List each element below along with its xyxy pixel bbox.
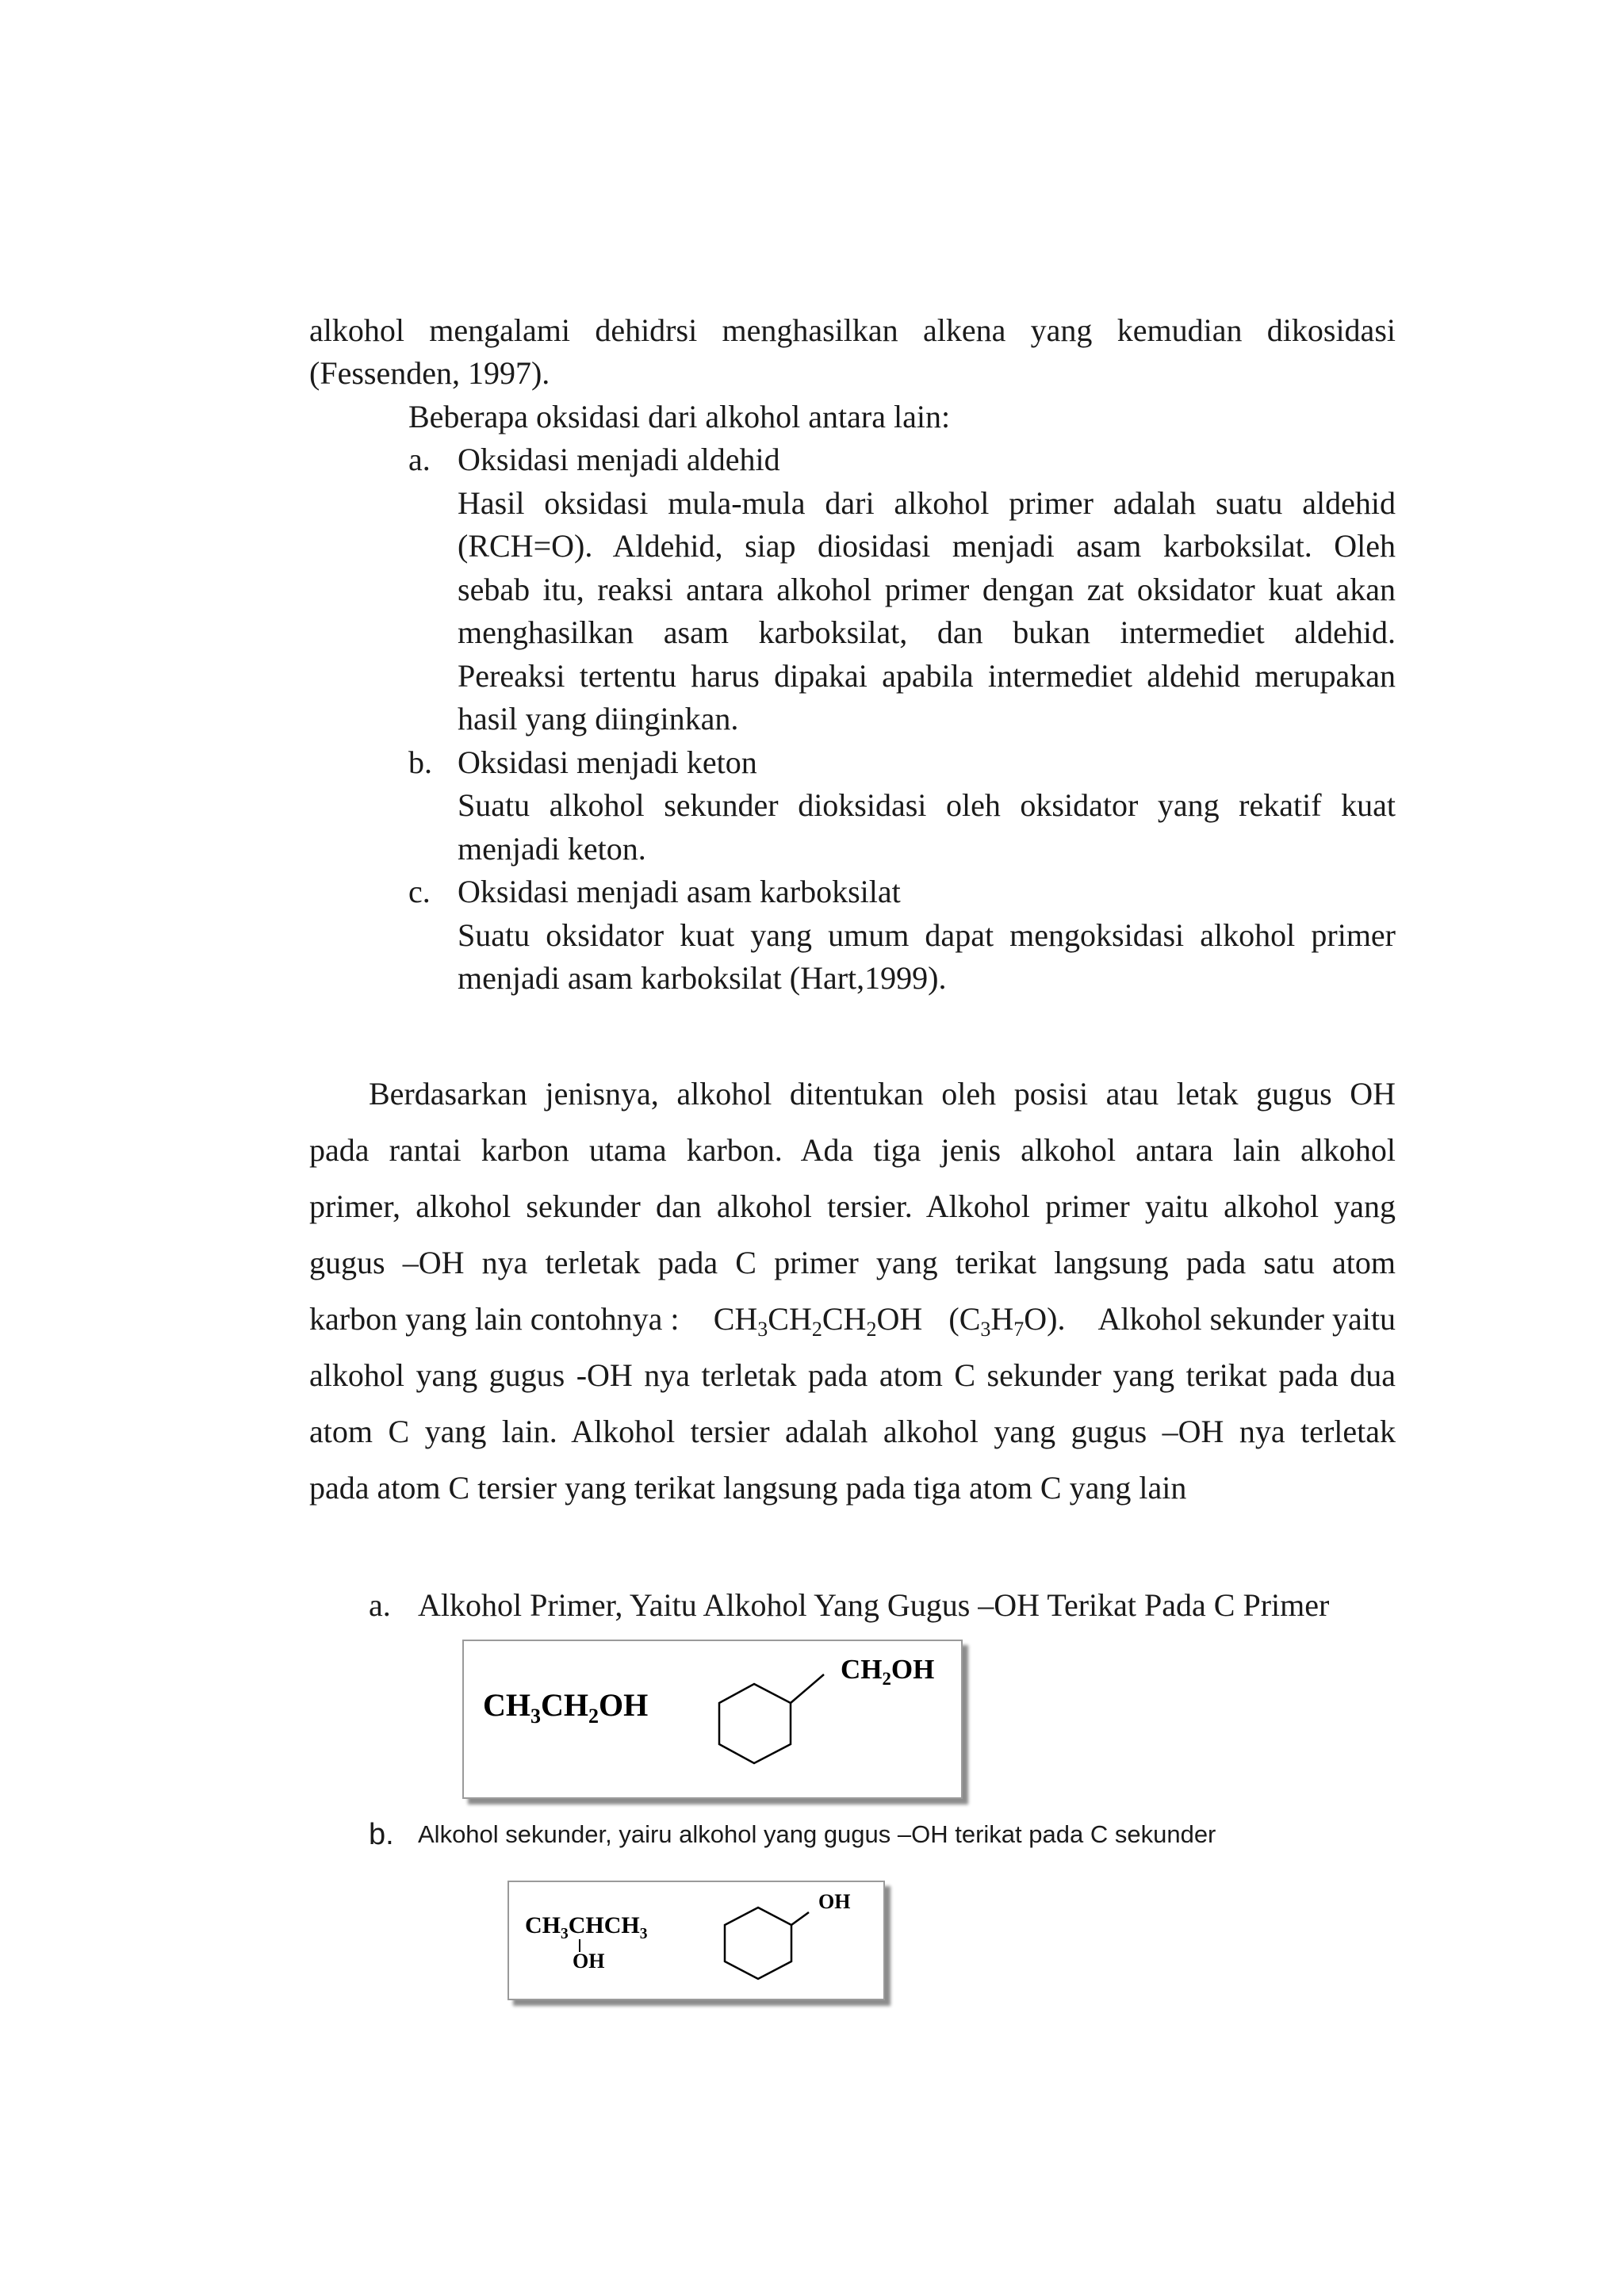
primary-alcohol-figure <box>462 1640 963 1799</box>
list-a-title: Oksidasi menjadi aldehid <box>458 442 780 477</box>
paragraph2-line5-before: karbon yang lain contohnya : <box>309 1301 688 1337</box>
list-a-line2: (RCH=O). Aldehid, siap diosidasi menjadi asam karboksilat. Oleh <box>458 528 1396 564</box>
cyclohexanol-ring-icon <box>718 1895 814 1994</box>
formula-propanol: $CH_3CH_2CH_2OH$ <box>713 1301 923 1341</box>
cyclohexane-ring-icon <box>718 1673 829 1792</box>
isopropanol-formula: $CH_3CHCH_3$ <box>525 1912 648 1942</box>
list-b-marker: b. <box>408 744 432 780</box>
list-c-line2: menjadi asam karboksilat (Hart,1999). <box>458 960 947 996</box>
paragraph1-line1: alkohol mengalami dehidrsi menghasilkan alkena yang kemudian dikosidasi <box>309 312 1396 348</box>
paragraph2-line7: atom C yang lain. Alkohol tersier adalah alkohol yang gugus –OH nya terletak <box>309 1414 1396 1449</box>
ch2oh-label: $CH_2OH$ <box>841 1654 935 1689</box>
isopropanol-oh: OH <box>573 1950 605 1973</box>
cyclohexanol-oh: OH <box>818 1890 851 1913</box>
list-a-line6: hasil yang diinginkan. <box>458 701 739 737</box>
section-a-marker: a. <box>369 1587 391 1623</box>
paragraph2-line5 <box>309 1298 1396 1341</box>
list-a-line3: sebab itu, reaksi antara alkohol primer dengan zat oksidator kuat akan <box>458 572 1396 607</box>
secondary-alcohol-figure <box>508 1881 885 2000</box>
list-b-line2: menjadi keton. <box>458 831 646 867</box>
list-c-marker: c. <box>408 874 431 909</box>
intro-text: Beberapa oksidasi dari alkohol antara lain: <box>408 399 951 434</box>
list-b-line1: Suatu alkohol sekunder dioksidasi oleh oksidator yang rekatif kuat <box>458 787 1396 823</box>
paragraph2-line8: pada atom C tersier yang terikat langsung pada tiga atom C yang lain <box>309 1470 1187 1506</box>
list-a-line5: Pereaksi tertentu harus dipakai apabila intermediet aldehid merupakan <box>458 658 1396 694</box>
section-b-marker: b. <box>369 1818 394 1851</box>
ethanol-formula: $CH_3CH_2OH$ <box>483 1687 649 1728</box>
paragraph1-line2: (Fessenden, 1997). <box>309 355 550 391</box>
formula-molecular: $(C_3H_7O)$. <box>948 1301 1066 1341</box>
paragraph2-line1: Berdasarkan jenisnya, alkohol ditentukan oleh posisi atau letak gugus OH <box>369 1076 1396 1112</box>
list-a-marker: a. <box>408 442 431 477</box>
list-c-title: Oksidasi menjadi asam karboksilat <box>458 874 901 909</box>
paragraph2-line4: gugus –OH nya terletak pada C primer yang terikat langsung pada satu atom <box>309 1245 1396 1280</box>
list-b-title: Oksidasi menjadi keton <box>458 744 757 780</box>
section-b-title: Alkohol sekunder, yairu alkohol yang gugus –OH terikat pada C sekunder <box>418 1820 1216 1848</box>
paragraph2-line3: primer, alkohol sekunder dan alkohol tersier. Alkohol primer yaitu alkohol yang <box>309 1188 1396 1224</box>
paragraph2-line6: alkohol yang gugus -OH nya terletak pada atom C sekunder yang terikat pada dua <box>309 1357 1396 1393</box>
list-a-line1: Hasil oksidasi mula-mula dari alkohol primer adalah suatu aldehid <box>458 485 1396 521</box>
paragraph2-line2: pada rantai karbon utama karbon. Ada tiga jenis alkohol antara lain alkohol <box>309 1132 1396 1168</box>
list-c-line1: Suatu oksidator kuat yang umum dapat mengoksidasi alkohol primer <box>458 917 1396 953</box>
list-a-line4: menghasilkan asam karboksilat, dan bukan intermediet aldehid. <box>458 614 1396 650</box>
paragraph2-line5-after: Alkohol sekunder yaitu <box>1091 1301 1396 1337</box>
section-a-title: Alkohol Primer, Yaitu Alkohol Yang Gugus –OH Terikat Pada C Primer <box>418 1587 1330 1623</box>
